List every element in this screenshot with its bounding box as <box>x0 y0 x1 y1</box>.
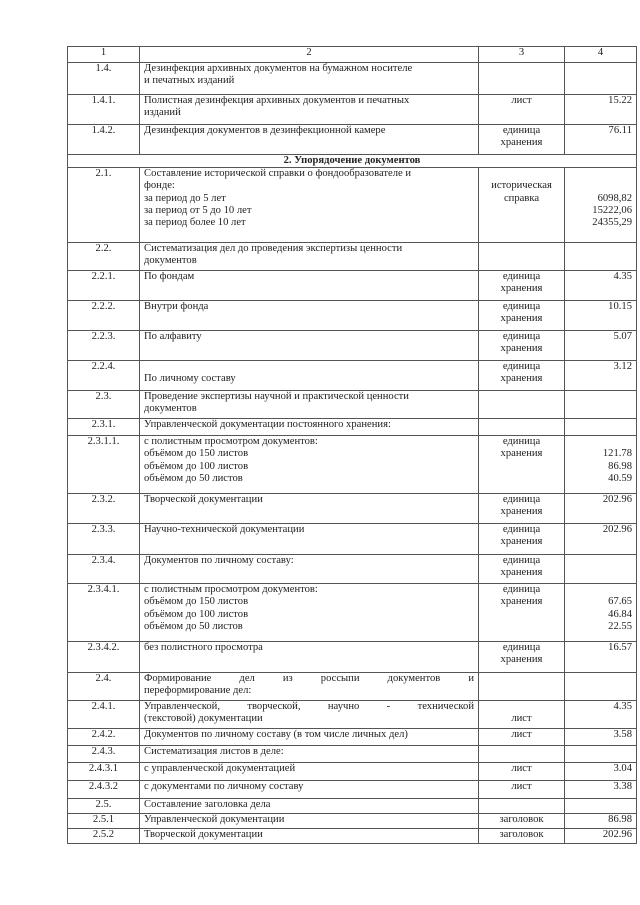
cell-line: с полистным просмотром документов: <box>144 584 318 596</box>
table-row <box>68 642 637 673</box>
cell-line: справка <box>503 192 540 204</box>
header-row <box>68 47 637 63</box>
section-title: 2. Упорядочение документов <box>68 155 637 168</box>
table-row <box>68 701 637 729</box>
cell-line: объёмом до 100 листов <box>144 608 249 620</box>
table-row <box>68 95 637 125</box>
cell-line <box>569 436 632 448</box>
cell-line: 5.07 <box>613 331 632 343</box>
item-description <box>140 63 479 95</box>
cell-line: объёмом до 50 листов <box>144 472 243 484</box>
table-row <box>68 524 637 555</box>
item-number: 2.3. <box>68 391 140 419</box>
unit-of-measure <box>479 729 565 746</box>
cell-line <box>569 180 632 192</box>
unit-of-measure <box>479 243 565 271</box>
cell-line: 202.96 <box>602 524 632 536</box>
cell-line: переформирование дел: <box>144 685 252 697</box>
item-number: 2.2.4. <box>68 361 140 391</box>
cell-line: лист <box>511 781 532 793</box>
cell-line: хранения <box>500 596 543 608</box>
table-row <box>68 271 637 301</box>
item-description <box>140 642 479 673</box>
cell-line: Управленческой документации постоянного хранения: <box>144 419 391 431</box>
item-number: 2.5.1 <box>68 814 140 829</box>
item-description <box>140 125 479 155</box>
table-row <box>68 814 637 829</box>
item-number: 2.3.4.1. <box>68 584 140 642</box>
unit-of-measure <box>479 555 565 584</box>
cell-line: единица <box>502 642 541 654</box>
cell-line: Дезинфекция архивных документов на бумажном носителе <box>144 63 413 74</box>
table-row <box>68 419 637 436</box>
item-number: 1.4. <box>68 63 140 95</box>
item-number: 2.4.3. <box>68 746 140 763</box>
price-value <box>565 301 637 331</box>
table-row <box>68 63 637 95</box>
item-description <box>140 436 479 494</box>
cell-line: и печатных изданий <box>144 75 235 87</box>
unit-of-measure <box>479 271 565 301</box>
item-number: 2.3.2. <box>68 494 140 524</box>
item-number: 2.1. <box>68 168 140 243</box>
cell-line: хранения <box>500 506 543 518</box>
cell-line: Научно-технической документации <box>144 524 305 536</box>
item-description <box>140 331 479 361</box>
cell-line: за период от 5 до 10 лет <box>144 204 252 216</box>
unit-of-measure <box>479 125 565 155</box>
cell-line: объёмом до 150 листов <box>144 448 249 460</box>
cell-line: единица <box>502 331 541 343</box>
unit-of-measure <box>479 701 565 729</box>
cell-line: лист <box>511 763 532 775</box>
cell-line: единица <box>502 271 541 283</box>
unit-of-measure <box>479 829 565 844</box>
unit-of-measure <box>479 331 565 361</box>
cell-line: хранения <box>500 313 543 325</box>
table-row <box>68 746 637 763</box>
item-number: 2.3.3. <box>68 524 140 555</box>
table-row <box>68 436 637 494</box>
unit-of-measure <box>479 524 565 555</box>
item-description <box>140 799 479 814</box>
item-number: 2.2. <box>68 243 140 271</box>
item-description <box>140 391 479 419</box>
item-description <box>140 746 479 763</box>
table-row <box>68 125 637 155</box>
cell-line: 10.15 <box>608 301 632 313</box>
cell-line: Документов по личному составу: <box>144 555 294 567</box>
cell-line: хранения <box>500 536 543 548</box>
price-value <box>565 781 637 799</box>
table-row <box>68 494 637 524</box>
cell-line: хранения <box>500 137 543 149</box>
item-number: 2.3.1. <box>68 419 140 436</box>
cell-line: единица <box>502 361 541 373</box>
unit-of-measure <box>479 168 565 243</box>
item-description <box>140 419 479 436</box>
item-number: 2.2.3. <box>68 331 140 361</box>
tariff-table <box>67 46 637 844</box>
cell-line: единица <box>502 301 541 313</box>
item-number: 2.4.1. <box>68 701 140 729</box>
price-value <box>565 494 637 524</box>
table-row <box>68 799 637 814</box>
cell-line <box>569 168 632 180</box>
price-value <box>565 829 637 844</box>
cell-line: (текстовой) документации <box>144 713 263 725</box>
unit-of-measure <box>479 642 565 673</box>
section-row <box>68 155 637 168</box>
cell-line: Систематизация дел до проведения экспертизы ценности <box>144 243 403 255</box>
cell-line: Управленческой документации <box>144 814 285 826</box>
table-row <box>68 829 637 844</box>
cell-line: По фондам <box>144 271 195 283</box>
price-value <box>565 331 637 361</box>
price-value <box>565 763 637 781</box>
table-row <box>68 301 637 331</box>
cell-line: с управленческой документацией <box>144 763 296 775</box>
item-number: 2.5.2 <box>68 829 140 844</box>
cell-line: хранения <box>500 373 543 385</box>
item-description <box>140 584 479 642</box>
item-description <box>140 301 479 331</box>
unit-of-measure <box>479 746 565 763</box>
cell-line: Внутри фонда <box>144 301 209 313</box>
item-description <box>140 673 479 701</box>
cell-line: Формирование дел из россыпи документов и <box>144 673 474 685</box>
cell-line: документов <box>144 255 197 267</box>
cell-line: за период до 5 лет <box>144 192 226 204</box>
item-number: 2.3.4. <box>68 555 140 584</box>
price-value <box>565 419 637 436</box>
price-value <box>565 243 637 271</box>
cell-line: 121.78 <box>602 448 632 460</box>
price-value <box>565 555 637 584</box>
cell-line: Систематизация листов в деле: <box>144 746 284 758</box>
cell-line: лист <box>511 95 532 106</box>
cell-line: лист <box>511 713 532 725</box>
unit-of-measure <box>479 63 565 95</box>
unit-of-measure <box>479 436 565 494</box>
cell-line: единица <box>502 524 541 536</box>
unit-of-measure <box>479 391 565 419</box>
cell-line: По личному составу <box>144 373 236 385</box>
cell-line: 202.96 <box>602 494 632 506</box>
cell-line: заголовок <box>499 829 544 841</box>
unit-of-measure <box>479 361 565 391</box>
price-value <box>565 63 637 95</box>
cell-line: 3.12 <box>613 361 632 373</box>
cell-line: 76.11 <box>608 125 632 136</box>
item-description <box>140 243 479 271</box>
cell-line: за период более 10 лет <box>144 217 246 229</box>
item-description <box>140 95 479 125</box>
item-number: 2.2.1. <box>68 271 140 301</box>
unit-of-measure <box>479 781 565 799</box>
cell-line: 67.65 <box>608 596 632 608</box>
item-number: 2.3.4.2. <box>68 642 140 673</box>
cell-line: 24355,29 <box>592 217 632 229</box>
cell-line: По алфавиту <box>144 331 202 343</box>
cell-line: заголовок <box>499 814 544 826</box>
cell-line: лист <box>511 729 532 741</box>
item-number: 2.4.3.1 <box>68 763 140 781</box>
cell-line: без полистного просмотра <box>144 642 263 654</box>
item-number: 2.5. <box>68 799 140 814</box>
cell-line: историческая <box>491 180 552 192</box>
table-row <box>68 781 637 799</box>
item-description <box>140 701 479 729</box>
cell-line: Проведение экспертизы научной и практической ценности <box>144 391 409 403</box>
price-value <box>565 391 637 419</box>
cell-line: Полистная дезинфекция архивных документов и печатных <box>144 95 410 106</box>
unit-of-measure <box>479 95 565 125</box>
table-row <box>68 729 637 746</box>
item-description <box>140 829 479 844</box>
price-value <box>565 524 637 555</box>
unit-of-measure <box>479 814 565 829</box>
cell-line: с документами по личному составу <box>144 781 304 793</box>
cell-line <box>144 361 474 373</box>
cell-line <box>483 701 560 713</box>
cell-line: хранения <box>500 448 543 460</box>
cell-line: единица <box>502 494 541 506</box>
item-description <box>140 361 479 391</box>
cell-line: единица <box>502 436 541 448</box>
item-description <box>140 729 479 746</box>
cell-line: 46.84 <box>608 608 632 620</box>
cell-line: единица <box>502 584 541 596</box>
price-value <box>565 729 637 746</box>
cell-line: 6098,82 <box>597 192 632 204</box>
price-value <box>565 814 637 829</box>
price-value <box>565 701 637 729</box>
header-col-2: 2 <box>140 47 479 63</box>
cell-line: 40.59 <box>608 472 632 484</box>
header-col-1: 1 <box>68 47 140 63</box>
cell-line: 86.98 <box>608 460 632 472</box>
item-number: 1.4.1. <box>68 95 140 125</box>
table-row <box>68 763 637 781</box>
cell-line: 4.35 <box>613 271 632 283</box>
unit-of-measure <box>479 419 565 436</box>
cell-line: хранения <box>500 654 543 666</box>
unit-of-measure <box>479 673 565 701</box>
unit-of-measure <box>479 494 565 524</box>
price-value <box>565 271 637 301</box>
table-row <box>68 673 637 701</box>
item-description <box>140 168 479 243</box>
cell-line: Дезинфекция документов в дезинфекционной камере <box>144 125 386 136</box>
cell-line: 3.04 <box>613 763 632 775</box>
cell-line: 3.58 <box>613 729 632 741</box>
item-number: 2.3.1.1. <box>68 436 140 494</box>
cell-line: 15.22 <box>608 95 632 106</box>
price-value <box>565 584 637 642</box>
item-description <box>140 781 479 799</box>
item-number: 2.4.3.2 <box>68 781 140 799</box>
price-value <box>565 746 637 763</box>
cell-line: Составление исторической справки о фондообразователе и <box>144 168 412 180</box>
price-value <box>565 642 637 673</box>
item-number: 2.4.2. <box>68 729 140 746</box>
item-number: 1.4.2. <box>68 125 140 155</box>
unit-of-measure <box>479 584 565 642</box>
item-number: 2.4. <box>68 673 140 701</box>
cell-line: Составление заголовка дела <box>144 799 271 811</box>
cell-line: с полистным просмотром документов: <box>144 436 318 448</box>
table-row <box>68 391 637 419</box>
cell-line: 22.55 <box>608 620 632 632</box>
item-description <box>140 763 479 781</box>
table-row <box>68 243 637 271</box>
tariff-table-body <box>68 47 637 844</box>
table-row <box>68 555 637 584</box>
price-value <box>565 125 637 155</box>
cell-line: Управленческой, творческой, научно - технической <box>144 701 474 713</box>
cell-line: документов <box>144 403 197 415</box>
unit-of-measure <box>479 799 565 814</box>
cell-line: объёмом до 100 листов <box>144 460 249 472</box>
price-value <box>565 168 637 243</box>
cell-line: хранения <box>500 343 543 355</box>
item-description <box>140 524 479 555</box>
price-value <box>565 361 637 391</box>
price-value <box>565 673 637 701</box>
cell-line: 202.96 <box>602 829 632 841</box>
cell-line: 3.38 <box>613 781 632 793</box>
table-row <box>68 331 637 361</box>
cell-line: 86.98 <box>608 814 632 826</box>
cell-line: 15222,06 <box>592 204 632 216</box>
unit-of-measure <box>479 763 565 781</box>
unit-of-measure <box>479 301 565 331</box>
cell-line: 16.57 <box>608 642 632 654</box>
price-value <box>565 799 637 814</box>
item-description <box>140 494 479 524</box>
header-col-4: 4 <box>565 47 637 63</box>
cell-line: Документов по личному составу (в том числе личных дел) <box>144 729 408 741</box>
cell-line <box>483 168 560 180</box>
item-description <box>140 555 479 584</box>
cell-line: изданий <box>144 107 181 119</box>
cell-line: хранения <box>500 283 543 295</box>
cell-line: объёмом до 150 листов <box>144 596 249 608</box>
table-row <box>68 361 637 391</box>
table-row <box>68 584 637 642</box>
cell-line: хранения <box>500 567 543 579</box>
table-row <box>68 168 637 243</box>
cell-line <box>569 584 632 596</box>
item-description <box>140 271 479 301</box>
header-col-3: 3 <box>479 47 565 63</box>
cell-line: 4.35 <box>613 701 632 713</box>
cell-line: единица <box>502 125 541 136</box>
cell-line: объёмом до 50 листов <box>144 620 243 632</box>
cell-line: фонде: <box>144 180 175 192</box>
cell-line: Творческой документации <box>144 829 263 841</box>
item-number: 2.2.2. <box>68 301 140 331</box>
cell-line: единица <box>502 555 541 567</box>
price-value <box>565 436 637 494</box>
price-value <box>565 95 637 125</box>
item-description <box>140 814 479 829</box>
cell-line: Творческой документации <box>144 494 263 506</box>
